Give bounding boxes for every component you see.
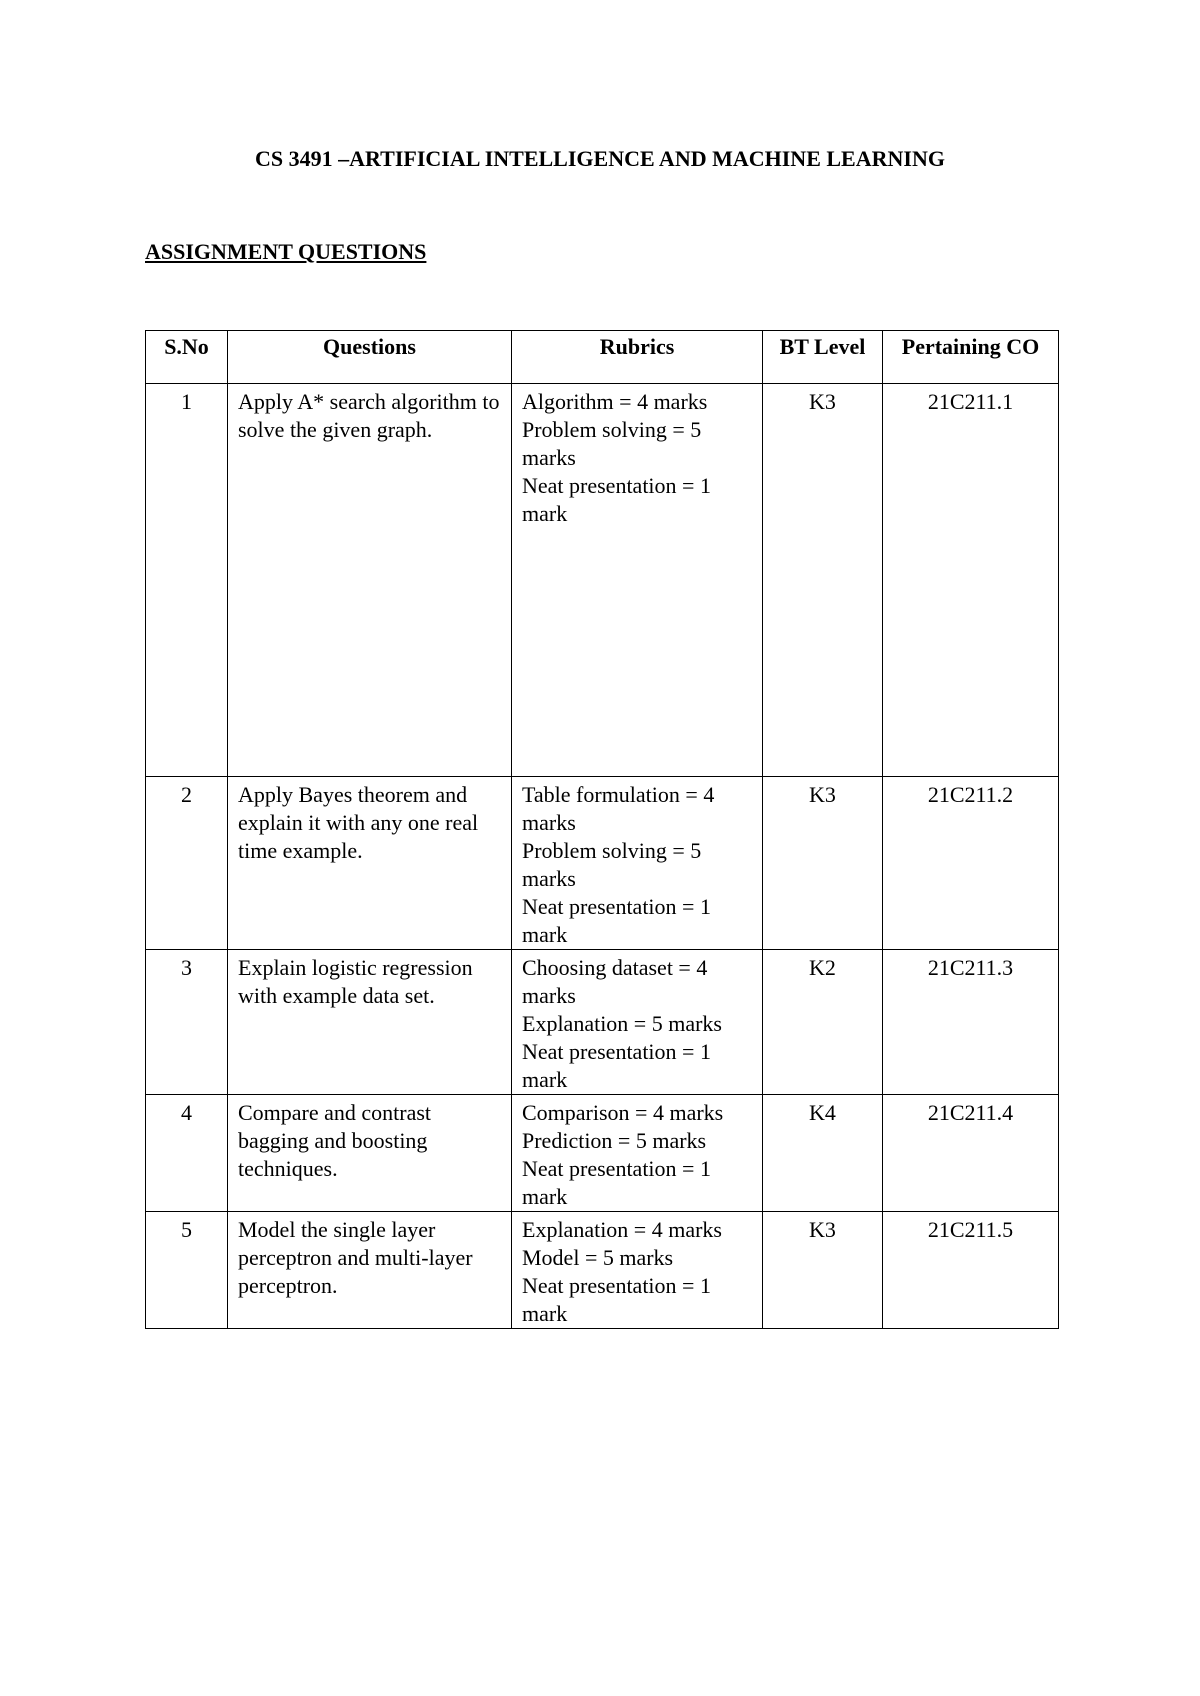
table-row xyxy=(146,950,1059,1095)
cell-bt-level: K3 xyxy=(763,777,883,950)
cell-pertaining-co: 21C211.2 xyxy=(883,777,1059,950)
cell-bt-level: K2 xyxy=(763,950,883,1095)
rubric-line: Comparison = 4 marks xyxy=(522,1100,724,1125)
rubric-line: Neat presentation = 1 mark xyxy=(522,894,711,947)
rubric-line: Neat presentation = 1 mark xyxy=(522,1156,711,1209)
table-row xyxy=(146,1095,1059,1212)
cell-rubrics xyxy=(512,384,763,777)
rubric-line: Algorithm = 4 marks xyxy=(522,389,708,414)
cell-question: Apply A* search algorithm to solve the given graph. xyxy=(228,384,512,777)
header-rubrics: Rubrics xyxy=(512,331,763,384)
cell-question: Model the single layer perceptron and multi-layer perceptron. xyxy=(228,1212,512,1329)
header-bt-level: BT Level xyxy=(763,331,883,384)
cell-sno: 5 xyxy=(146,1212,228,1329)
cell-pertaining-co: 21C211.1 xyxy=(883,384,1059,777)
cell-pertaining-co: 21C211.5 xyxy=(883,1212,1059,1329)
header-pertaining-co: Pertaining CO xyxy=(883,331,1059,384)
cell-bt-level: K4 xyxy=(763,1095,883,1212)
header-questions: Questions xyxy=(228,331,512,384)
table-row xyxy=(146,384,1059,777)
assignment-table xyxy=(145,330,1059,1329)
cell-pertaining-co: 21C211.3 xyxy=(883,950,1059,1095)
section-heading: ASSIGNMENT QUESTIONS xyxy=(145,239,427,264)
header-sno: S.No xyxy=(146,331,228,384)
cell-question: Apply Bayes theorem and explain it with any one real time example. xyxy=(228,777,512,950)
cell-question: Explain logistic regression with example data set. xyxy=(228,950,512,1095)
cell-rubrics xyxy=(512,777,763,950)
cell-sno: 4 xyxy=(146,1095,228,1212)
rubric-line: Explanation = 4 marks xyxy=(522,1217,722,1242)
cell-bt-level: K3 xyxy=(763,384,883,777)
rubric-line: Neat presentation = 1 mark xyxy=(522,473,711,526)
cell-rubrics xyxy=(512,1095,763,1212)
cell-rubrics xyxy=(512,950,763,1095)
rubric-line: Problem solving = 5 marks xyxy=(522,417,702,470)
rubric-line: Model = 5 marks xyxy=(522,1245,674,1270)
cell-pertaining-co: 21C211.4 xyxy=(883,1095,1059,1212)
table-row xyxy=(146,777,1059,950)
table-header xyxy=(146,331,1059,384)
table-body xyxy=(146,384,1059,1329)
cell-sno: 3 xyxy=(146,950,228,1095)
rubric-line: Prediction = 5 marks xyxy=(522,1128,707,1153)
document-title: CS 3491 –ARTIFICIAL INTELLIGENCE AND MACHINE LEARNING xyxy=(255,146,945,171)
cell-sno: 1 xyxy=(146,384,228,777)
header-row xyxy=(146,331,1059,384)
rubric-line: Neat presentation = 1 mark xyxy=(522,1039,711,1092)
rubric-line: Neat presentation = 1 mark xyxy=(522,1273,711,1326)
rubric-line: Choosing dataset = 4 marks xyxy=(522,955,708,1008)
table-row xyxy=(146,1212,1059,1329)
cell-rubrics xyxy=(512,1212,763,1329)
rubric-line: Table formulation = 4 marks xyxy=(522,782,715,835)
rubric-line: Problem solving = 5 marks xyxy=(522,838,702,891)
rubric-line: Explanation = 5 marks xyxy=(522,1011,722,1036)
cell-sno: 2 xyxy=(146,777,228,950)
cell-bt-level: K3 xyxy=(763,1212,883,1329)
cell-question: Compare and contrast bagging and boosting techniques. xyxy=(228,1095,512,1212)
